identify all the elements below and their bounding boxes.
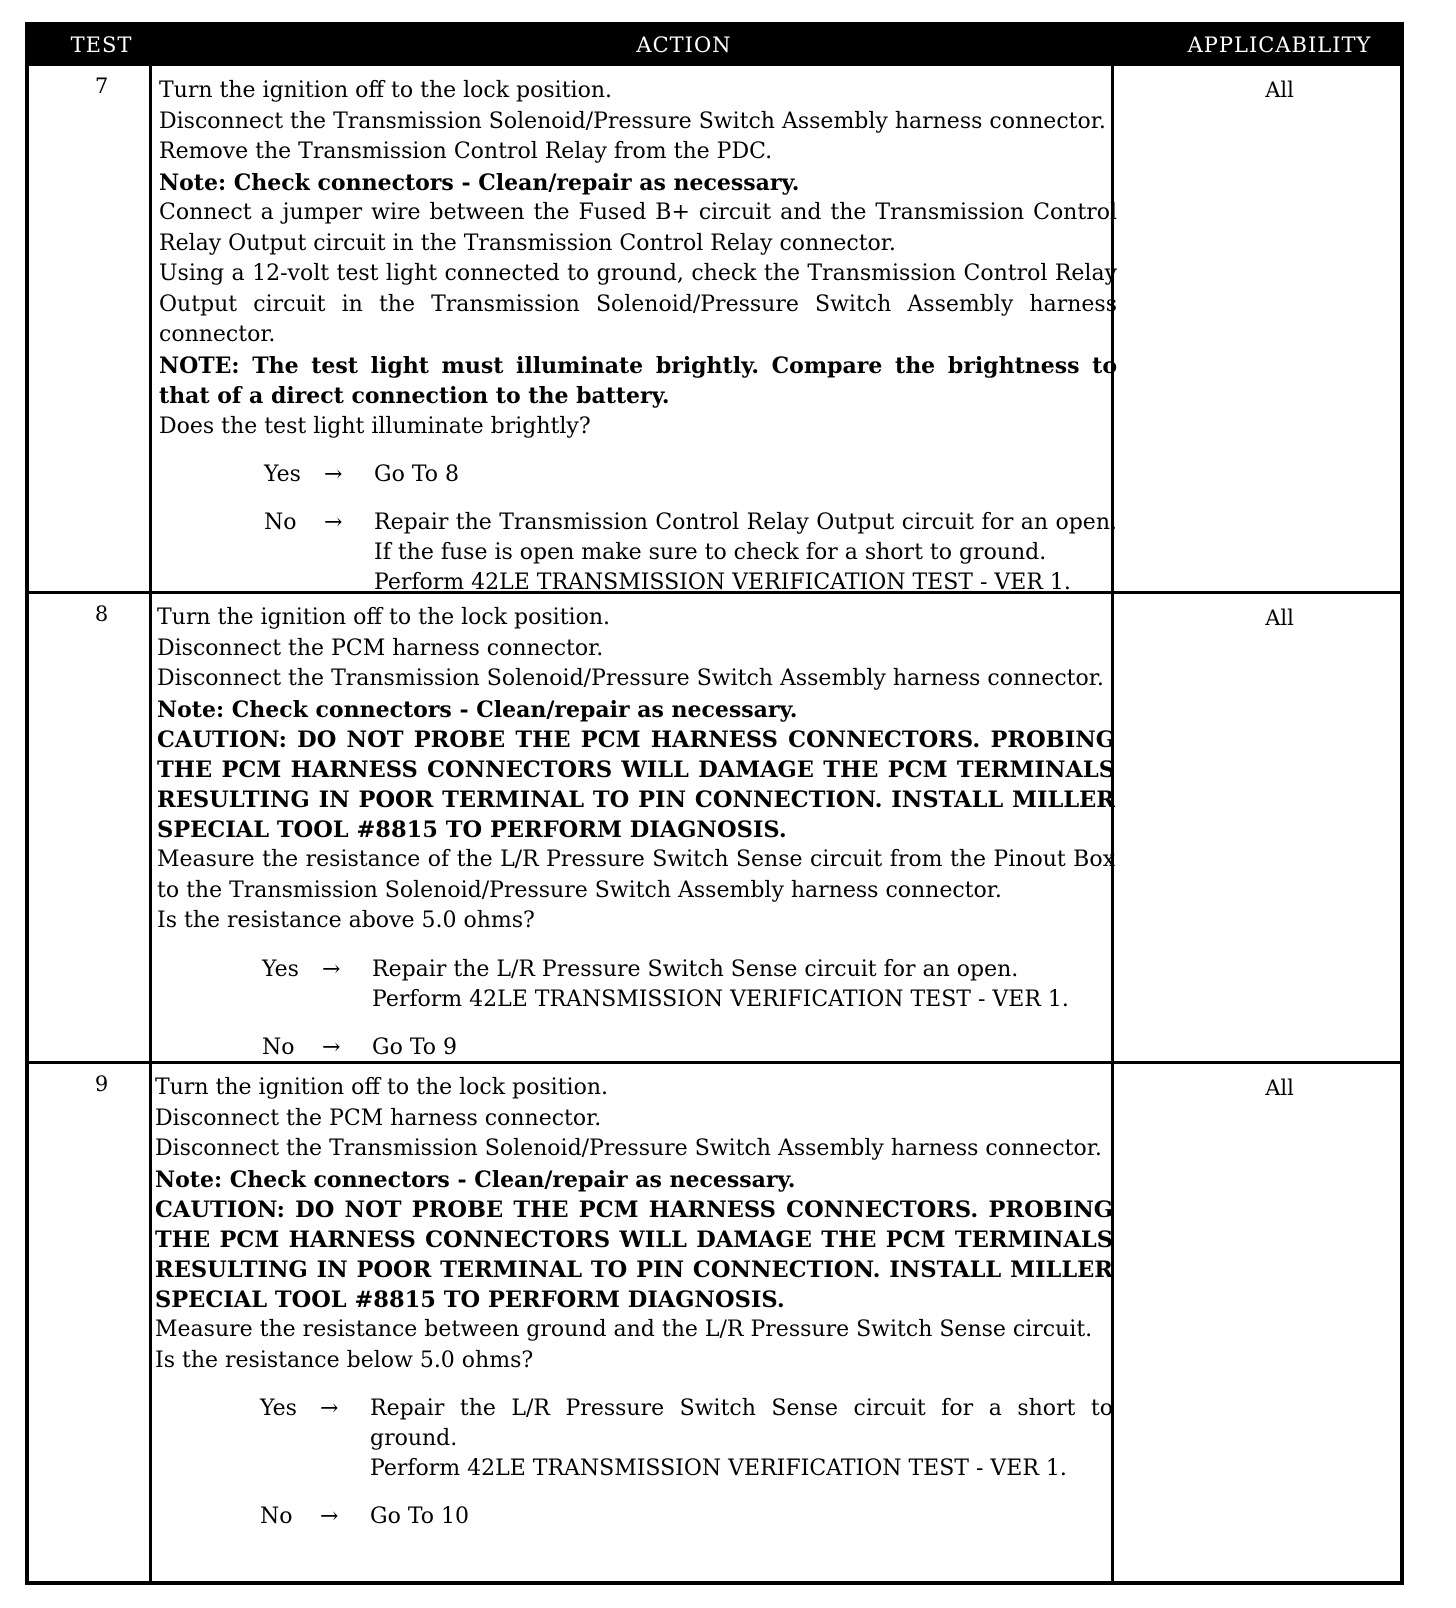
step-text: Turn the ignition off to the lock position. bbox=[159, 78, 612, 103]
step-text: Remove the Transmission Control Relay from the PDC. bbox=[159, 139, 773, 164]
question-text: Is the resistance above 5.0 ohms? bbox=[157, 908, 535, 933]
action-cell bbox=[155, 1073, 1113, 1532]
test-number: 8 bbox=[94, 602, 109, 626]
step-text: Using a 12-volt test light connected to ground, check the Transmission Control Relay Output circuit in the Transmission Solenoid/Pressure Switch Assembly harness connector. bbox=[159, 261, 1117, 347]
action-cell bbox=[159, 76, 1117, 598]
yes-label: Yes bbox=[262, 956, 299, 982]
table-header bbox=[29, 26, 1400, 66]
no-result: Repair the Transmission Control Relay Output circuit for an open. If the fuse is open make sure to check for a short to ground. bbox=[374, 510, 1117, 565]
applicability-value: All bbox=[1265, 606, 1294, 630]
header-applicability: APPLICABILITY bbox=[1187, 33, 1372, 57]
step-text: Disconnect the PCM harness connector. bbox=[157, 635, 604, 661]
yes-label: Yes bbox=[260, 1396, 297, 1421]
arrow-icon: → bbox=[320, 1396, 339, 1421]
no-result: Go To 9 bbox=[372, 1034, 458, 1060]
question-text: Is the resistance below 5.0 ohms? bbox=[155, 1347, 534, 1373]
note-text: Note: Check connectors - Clean/repair as necessary. bbox=[155, 1166, 796, 1193]
action-cell bbox=[157, 603, 1115, 1063]
caution-text: CAUTION: DO NOT PROBE THE PCM HARNESS CONNECTORS. PROBING THE PCM HARNESS CONNECTORS WILL DAMAGE THE PCM TERMINALS RESULTING IN POOR TERMINAL TO PIN CONNECTION. INSTALL MILLER SPECIAL TOOL #8815 TO PERFORM DIAGNOSIS. bbox=[155, 1197, 1113, 1313]
caution-text: CAUTION: DO NOT PROBE THE PCM HARNESS CONNECTORS. PROBING THE PCM HARNESS CONNECTORS WILL DAMAGE THE PCM TERMINALS RESULTING IN POOR TERMINAL TO PIN CONNECTION. INSTALL MILLER SPECIAL TOOL #8815 TO PERFORM DIAGNOSIS. bbox=[157, 727, 1115, 843]
yes-result: Repair the L/R Pressure Switch Sense circuit for an open. bbox=[372, 956, 1019, 982]
yes-result-verify: Perform 42LE TRANSMISSION VERIFICATION TEST - VER 1. bbox=[370, 1456, 1067, 1481]
no-result: Go To 10 bbox=[370, 1504, 470, 1529]
arrow-icon: → bbox=[324, 462, 343, 487]
no-label: No bbox=[262, 1034, 295, 1060]
yes-result: Repair the L/R Pressure Switch Sense circuit for a short to ground. bbox=[370, 1396, 1113, 1451]
question-text: Does the test light illuminate brightly? bbox=[159, 413, 591, 439]
no-option bbox=[157, 1033, 1115, 1063]
measure-text: Measure the resistance between ground and the L/R Pressure Switch Sense circuit. bbox=[155, 1317, 1093, 1342]
step-text: Disconnect the PCM harness connector. bbox=[155, 1105, 602, 1131]
yes-result: Go To 8 bbox=[374, 462, 460, 487]
yes-option bbox=[155, 1394, 1113, 1484]
header-action: ACTION bbox=[636, 33, 732, 57]
applicability-value: All bbox=[1265, 1076, 1294, 1100]
arrow-icon: → bbox=[324, 510, 343, 535]
arrow-icon: → bbox=[320, 1504, 339, 1529]
header-test: TEST bbox=[70, 33, 133, 57]
note-text: Note: Check connectors - Clean/repair as necessary. bbox=[159, 169, 800, 196]
step-text: Disconnect the Transmission Solenoid/Pressure Switch Assembly harness connector. bbox=[155, 1136, 1102, 1161]
measure-text: Measure the resistance of the L/R Pressure Switch Sense circuit from the Pinout Box to the Transmission Solenoid/Pressure Switch Assembly harness connector. bbox=[157, 847, 1115, 903]
yes-option bbox=[159, 460, 1117, 490]
yes-result-verify: Perform 42LE TRANSMISSION VERIFICATION TEST - VER 1. bbox=[372, 986, 1069, 1012]
yes-label: Yes bbox=[264, 462, 301, 487]
arrow-icon: → bbox=[322, 1034, 341, 1060]
note-text: NOTE: The test light must illuminate brightly. Compare the brightness to that of a direct connection to the battery. bbox=[159, 352, 1117, 409]
step-text: Turn the ignition off to the lock position. bbox=[157, 605, 610, 630]
no-label: No bbox=[264, 510, 297, 535]
applicability-value: All bbox=[1265, 78, 1294, 102]
step-text: Disconnect the Transmission Solenoid/Pressure Switch Assembly harness connector. bbox=[157, 666, 1104, 691]
test-number: 9 bbox=[94, 1072, 109, 1096]
step-text: Disconnect the Transmission Solenoid/Pressure Switch Assembly harness connector. bbox=[159, 108, 1106, 134]
test-number: 7 bbox=[94, 74, 109, 98]
arrow-icon: → bbox=[322, 956, 341, 982]
column-divider-left bbox=[149, 66, 152, 1582]
step-text: Turn the ignition off to the lock position. bbox=[155, 1075, 608, 1100]
no-label: No bbox=[260, 1504, 293, 1529]
no-option bbox=[155, 1502, 1113, 1532]
yes-option bbox=[157, 955, 1115, 1015]
step-text: Connect a jumper wire between the Fused B+ circuit and the Transmission Control Relay Output circuit in the Transmission Control Relay connector. bbox=[159, 200, 1117, 256]
note-text: Note: Check connectors - Clean/repair as necessary. bbox=[157, 696, 798, 723]
diagnostic-table bbox=[25, 22, 1404, 1585]
no-result-verify: Perform 42LE TRANSMISSION VERIFICATION TEST - VER 1. bbox=[374, 570, 1071, 595]
no-option bbox=[159, 508, 1117, 598]
